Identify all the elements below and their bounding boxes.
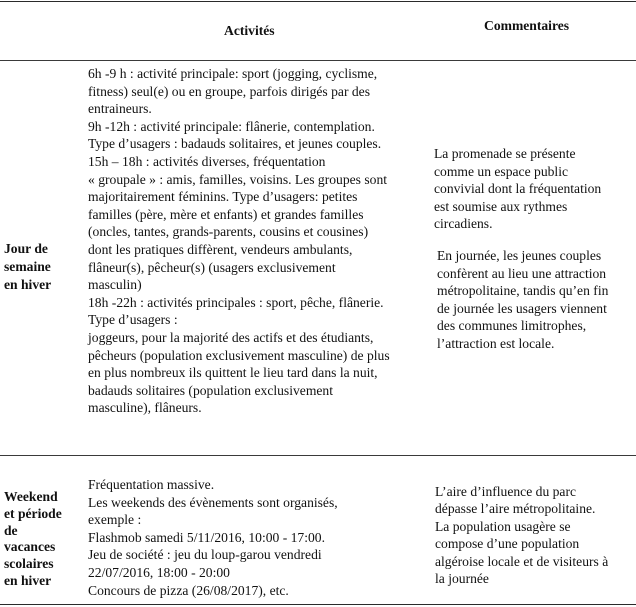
comment-line: La promenade se présente [434, 146, 576, 161]
activity-line: en plus nombreux ils quittent le lieu tard dans la nuit, [88, 365, 378, 381]
comment-line: convivial dont la fréquentation [434, 181, 602, 197]
activity-line: fitness) seul(e) ou en groupe, parfois dirigés par des [88, 83, 370, 99]
activity-line: 6h -9 h : activité principale: sport (jogging, cyclisme, [88, 66, 378, 81]
row-label-line: scolaires [4, 556, 54, 572]
row-label-line: en hiver [4, 573, 52, 588]
activity-line: Fréquentation massive. [88, 477, 215, 492]
activity-line: 18h -22h : activités principales : sport, pêche, flânerie. [88, 294, 384, 310]
header-comments: Commentaires [484, 18, 570, 33]
comment-line: métropolitaine, tandis qu’en fin [437, 283, 609, 299]
comment-line: comme un espace public [434, 163, 568, 179]
activity-line: 9h -12h : activité principale: flânerie, contemplation. [88, 118, 375, 134]
comment-line: de journée les usagers viennent [437, 300, 607, 316]
row-label-line: et période [4, 505, 62, 521]
comment-line: dépasse l’aire métropolitaine. [435, 501, 596, 517]
activity-line: Concours de pizza (26/08/2017), etc. [88, 582, 289, 598]
header-bottom-rule [0, 60, 636, 61]
comment-line: En journée, les jeunes couples [437, 248, 602, 263]
comment-line: des communes limitrophes, [437, 318, 587, 334]
activity-line: masculine), flâneurs. [88, 400, 202, 416]
comment-line: algéroise locale et de visiteurs à [435, 553, 609, 569]
activity-line: Type d’usagers : [88, 312, 178, 328]
activity-line: 15h – 18h : activités diverses, fréquentation [88, 154, 326, 169]
activity-line: Type d’usagers : badauds solitaires, et jeunes couples. [88, 136, 382, 152]
comment-line: confèrent au lieu une attraction [437, 265, 607, 281]
activity-line: exemple : [88, 512, 142, 528]
comment-line: est soumise aux rythmes [434, 198, 568, 214]
row-divider-rule [0, 455, 636, 456]
row-label-line: semaine [4, 259, 51, 274]
activity-line: majoritairement féminins. Type d’usagers: petites [88, 189, 358, 205]
comment-line: L’aire d’influence du parc [435, 484, 577, 499]
activity-line: (oncles, tantes, grands-parents, cousins et cousines) [88, 224, 369, 240]
comment-line: La population usagère se [435, 518, 571, 534]
comment-line: l’attraction est locale. [437, 336, 555, 351]
activity-line: badauds solitaires (population exclusivement [88, 382, 334, 398]
activity-line: pêcheurs (population exclusivement masculine) de plus [88, 347, 390, 363]
comment-line: la journée [435, 571, 489, 586]
row-label-line: en hiver [4, 277, 52, 292]
activity-line: « groupale » : amis, familles, voisins. Les groupes sont [88, 171, 388, 187]
row-label-line: Weekend [4, 489, 58, 504]
activity-line: 22/07/2016, 18:00 - 20:00 [88, 565, 230, 580]
activity-line: Les weekends des évènements sont organisés, [88, 494, 338, 510]
table-top-rule [0, 1, 636, 2]
activity-line: familles (père, mère et enfants) et grandes familles [88, 206, 364, 222]
activity-line: Flashmob samedi 5/11/2016, 10:00 - 17:00. [88, 529, 326, 545]
activity-line: dont les pratiques diffèrent, vendeurs ambulants, [88, 242, 353, 257]
row-label-line: vacances [4, 539, 56, 555]
table-bottom-rule [0, 604, 636, 605]
activity-line: entraineurs. [88, 101, 152, 117]
activity-line: Jeu de société : jeu du loup-garou vendredi [88, 547, 322, 563]
comment-line: circadiens. [434, 216, 493, 232]
row-label-line: de [4, 522, 18, 538]
comment-line: compose d’une population [435, 536, 580, 552]
activity-line: joggeurs, pour la majorité des actifs et des étudiants, [88, 330, 374, 345]
activity-line: flâneur(s), pêcheur(s) (usagers exclusivement [88, 259, 336, 275]
header-activities: Activités [224, 23, 275, 38]
row-label-line: Jour de [4, 241, 48, 256]
activity-line: masculin) [88, 277, 142, 293]
